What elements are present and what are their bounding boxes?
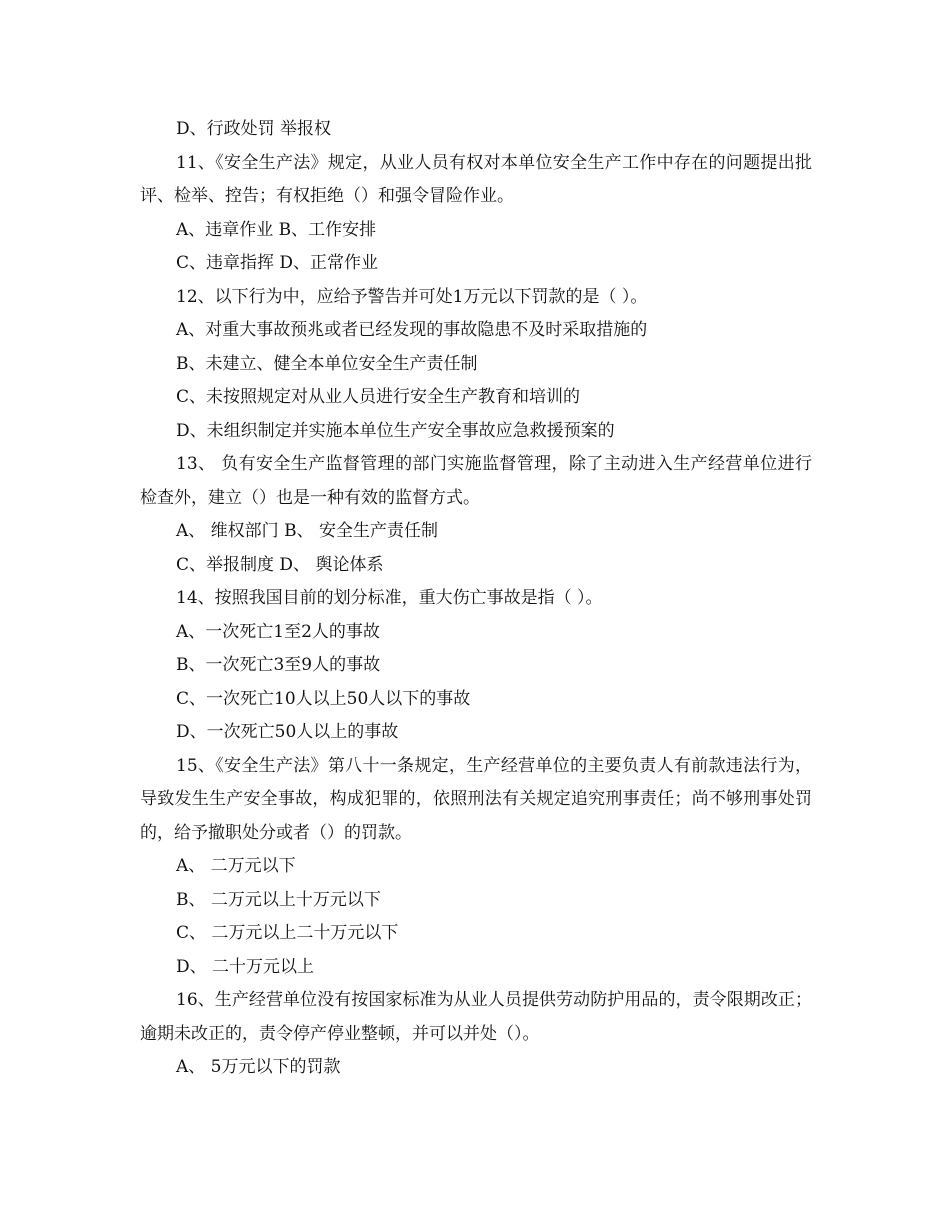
option-line: C、违章指挥 D、正常作业 [176, 253, 379, 273]
question-11: 11、《安全生产法》规定，从业人员有权对本单位安全生产工作中存在的问题提出批评、检举、控告；有权拒绝（）和强令冒险作业。 [140, 152, 812, 206]
option-line: A、一次死亡1至2人的事故 [176, 621, 380, 642]
option-line: D、 二十万元以上 [176, 956, 315, 977]
question-15: 15、《安全生产法》第八十一条规定，生产经营单位的主要负责人有前款违法行为，导致发生生产安全事故，构成犯罪的，依照刑法有关规定追究刑事责任；尚不够刑事处罚的，给予撤职处分或者（）的罚款。 [140, 755, 812, 843]
option-line: A、 5万元以下的罚款 [176, 1057, 341, 1077]
option-line: C、未按照规定对从业人员进行安全生产教育和培训的 [176, 387, 581, 407]
option-line: A、 二万元以下 [176, 856, 296, 876]
document-body [140, 113, 812, 1085]
option-line: D、一次死亡50人以上的事故 [176, 722, 399, 742]
option-line: A、 维权部门 B、 安全生产责任制 [176, 521, 438, 541]
question-14: 14、按照我国目前的划分标准，重大伤亡事故是指（ ）。 [176, 588, 603, 608]
option-line: B、 二万元以上十万元以下 [176, 889, 381, 910]
question-12: 12、以下行为中，应给予警告并可处1万元以下罚款的是（ ）。 [176, 286, 648, 307]
option-line: A、对重大事故预兆或者已经发现的事故隐患不及时采取措施的 [176, 320, 648, 340]
option-line: C、举报制度 D、 舆论体系 [176, 554, 384, 575]
option-line: D、行政处罚 举报权 [176, 119, 332, 139]
option-line: A、违章作业 B、工作安排 [176, 219, 377, 240]
option-line: C、 二万元以上二十万元以下 [176, 923, 399, 943]
question-16: 16、生产经营单位没有按国家标准为从业人员提供劳动防护用品的，责令限期改正；逾期未改正的，责令停产停业整顿，并可以并处（）。 [140, 990, 812, 1044]
option-line: C、一次死亡10人以上50人以下的事故 [176, 688, 471, 709]
option-line: B、未建立、健全本单位安全生产责任制 [176, 353, 478, 374]
option-line: D、未组织制定并实施本单位生产安全事故应急救援预案的 [176, 420, 615, 441]
option-line: B、一次死亡3至9人的事故 [176, 655, 381, 675]
question-13: 13、 负有安全生产监督管理的部门实施监督管理，除了主动进入生产经营单位进行检查外，建立（）也是一种有效的监督方式。 [140, 454, 812, 508]
